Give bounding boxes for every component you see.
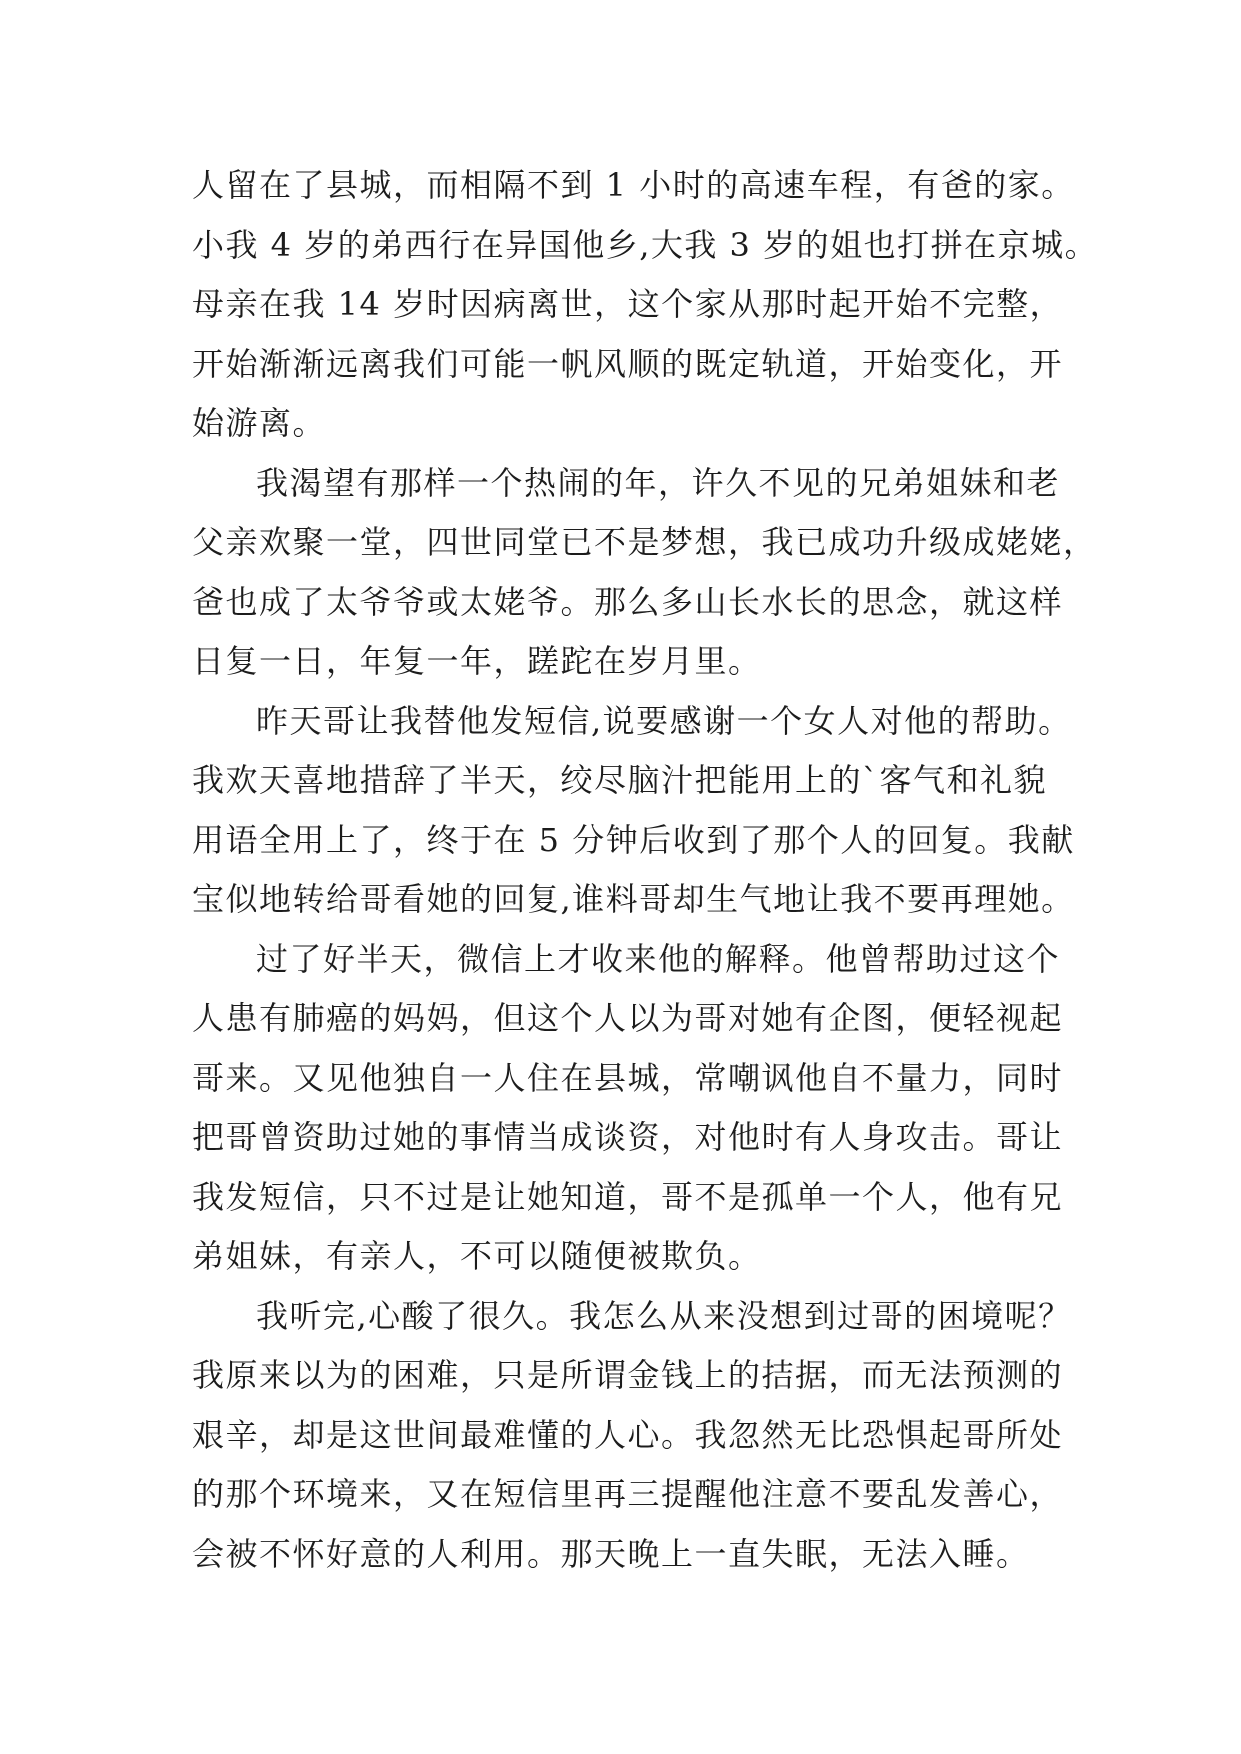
text-line: 用语全用上了，终于在 5 分钟后收到了那个人的回复。我献 xyxy=(192,821,1075,859)
text-line: 母亲在我 14 岁时因病离世，这个家从那时起开始不完整， xyxy=(192,285,1064,323)
text-line: 爸也成了太爷爷或太姥爷。那么多山长水长的思念，就这样 xyxy=(192,583,1064,621)
text-line: 把哥曾资助过她的事情当成谈资，对他时有人身攻击。哥让 xyxy=(192,1118,1064,1156)
text-line: 人留在了县城，而相隔不到 1 小时的高速车程，有爸的家。 xyxy=(192,166,1075,204)
text-line: 弟姐妹，有亲人，不可以随便被欺负。 xyxy=(192,1237,762,1275)
text-line: 宝似地转给哥看她的回复,谁料哥却生气地让我不要再理她。 xyxy=(192,880,1075,918)
text-line: 我听完,心酸了很久。我怎么从来没想到过哥的困境呢？ xyxy=(256,1297,1072,1335)
text-line: 我渴望有那样一个热闹的年，许久不见的兄弟姐妹和老 xyxy=(256,464,1061,502)
text-line: 的那个环境来，又在短信里再三提醒他注意不要乱发善心， xyxy=(192,1475,1064,1513)
text-line: 我发短信，只不过是让她知道，哥不是孤单一个人，他有兄 xyxy=(192,1178,1064,1216)
text-line: 开始渐渐远离我们可能一帆风顺的既定轨道，开始变化，开 xyxy=(192,345,1064,383)
text-line: 父亲欢聚一堂，四世同堂已不是梦想，我已成功升级成姥姥， xyxy=(192,523,1097,561)
text-line: 日复一日，年复一年，蹉跎在岁月里。 xyxy=(192,642,762,680)
text-line: 人患有肺癌的妈妈，但这个人以为哥对她有企图，便轻视起 xyxy=(192,999,1064,1037)
text-line: 小我 4 岁的弟西行在异国他乡,大我 3 岁的姐也打拼在京城。 xyxy=(192,226,1099,264)
text-line: 我原来以为的困难，只是所谓金钱上的拮据，而无法预测的 xyxy=(192,1356,1064,1394)
text-line: 昨天哥让我替他发短信,说要感谢一个女人对他的帮助。 xyxy=(256,702,1072,740)
text-line: 始游离。 xyxy=(192,404,327,442)
text-line: 会被不怀好意的人利用。那天晚上一直失眠，无法入睡。 xyxy=(192,1535,1030,1573)
text-line: 我欢天喜地措辞了半天，绞尽脑汁把能用上的`客气和礼貌 xyxy=(192,761,1048,799)
text-line: 艰辛，却是这世间最难懂的人心。我忽然无比恐惧起哥所处 xyxy=(192,1416,1064,1454)
text-line: 哥来。又见他独自一人住在县城，常嘲讽他自不量力，同时 xyxy=(192,1059,1064,1097)
text-line: 过了好半天，微信上才收来他的解释。他曾帮助过这个 xyxy=(256,940,1061,978)
